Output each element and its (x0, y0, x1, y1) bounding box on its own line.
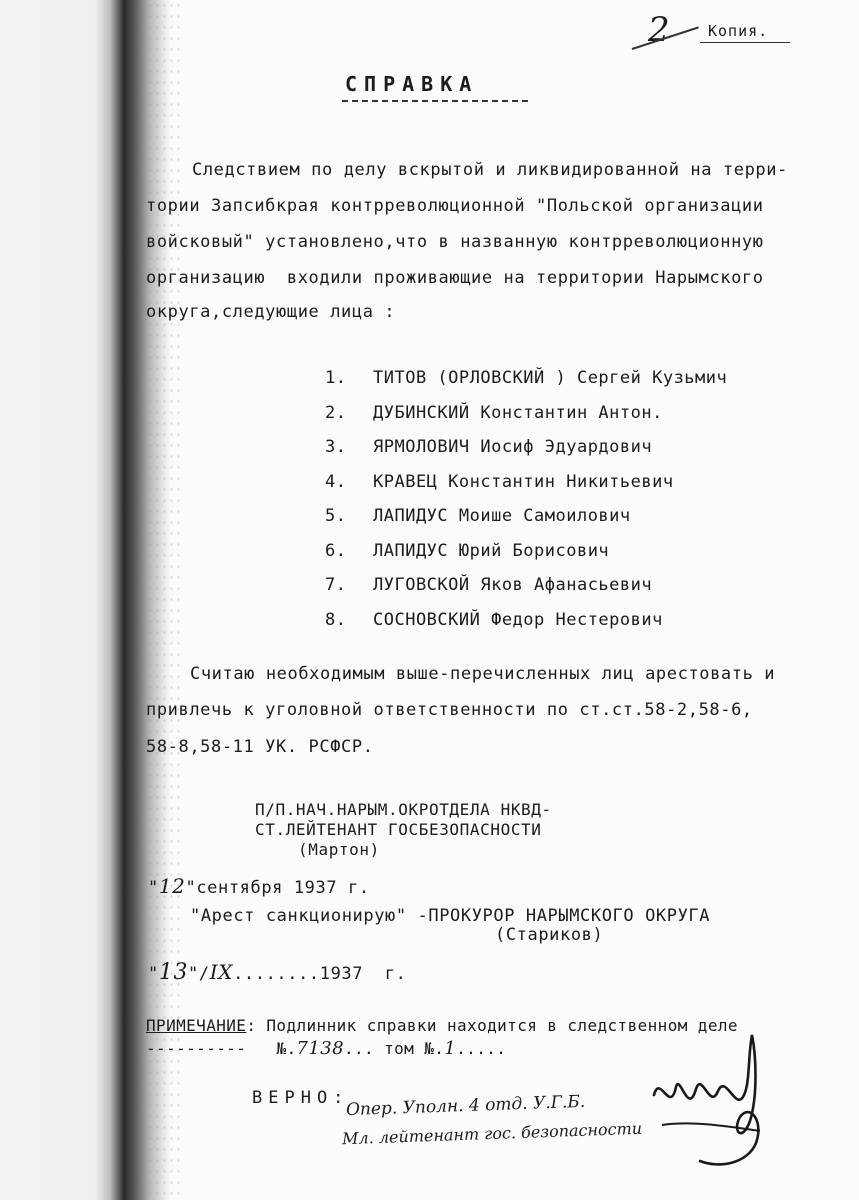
conclusion-line-1: Считаю необходимым выше-перечисленных лиц арестовать и (190, 664, 776, 684)
copy-mark: Копия. (708, 22, 769, 40)
date-2: "13"/IX........1937 г. (148, 960, 407, 985)
date-2-day-handwritten: 13 (158, 960, 189, 985)
note-label: ПРИМЕЧАНИЕ (146, 1016, 247, 1035)
verification-hand-line-2: Мл. лейтенант гос. безопасности (341, 1118, 643, 1149)
note-text: : Подлинник справки находится в следственном деле (246, 1016, 738, 1035)
person-name: КРАВЕЦ Константин Никитьевич (373, 471, 674, 492)
note-tail: ..... (456, 1039, 507, 1058)
list-item (325, 575, 727, 610)
note-dashes: ---------- (146, 1039, 247, 1058)
person-name: ЛАПИДУС Моише Самоилович (373, 506, 631, 526)
date-2-month-handwritten: IX (209, 960, 234, 984)
body-line-2: тории Запсибкрая контрреволюционной "Польской организации (146, 196, 764, 216)
list-item (325, 610, 727, 645)
person-number: 8. (325, 609, 347, 630)
copy-mark-underline (700, 42, 790, 43)
conclusion-line-2: привлечь к уголовной ответственности по ст.ст.58-2,58-6, (146, 700, 753, 720)
note-no-label: №. (276, 1039, 297, 1058)
note-tom-label: ... том №. (343, 1039, 445, 1058)
handwritten-signature (640, 1025, 780, 1175)
body-line-4: организацию входили проживающие на территории Нарымского (146, 268, 764, 288)
prosecutor-name: (Стариков) (495, 925, 604, 945)
persons-list (325, 368, 727, 644)
person-name: ЛУГОВСКОЙ Яков Афанасьевич (373, 575, 653, 595)
person-number: 6. (325, 540, 347, 561)
person-name: ДУБИНСКИЙ Константин Антон. (373, 402, 663, 423)
title-underline (342, 100, 528, 102)
document-title: СПРАВКА (345, 72, 479, 96)
signatory-position: П/П.НАЧ.НАРЫМ.ОКРОТДЕЛА НКВД- (255, 800, 552, 819)
body-line-1: Следствием по делу вскрытой и ликвидированной на терри- (192, 160, 788, 180)
case-number-handwritten: 7138 (296, 1038, 344, 1059)
sanction-text: "Арест санкционирую" -ПРОКУРОР НАРЫМСКОГО ОКРУГА (190, 906, 711, 926)
list-item (325, 368, 727, 403)
person-number: 3. (325, 437, 347, 457)
person-name: ЯРМОЛОВИЧ Иосиф Эдуардович (373, 437, 653, 457)
person-name: СОСНОВСКИЙ Федор Нестерович (373, 609, 663, 630)
tom-number-handwritten: 1 (444, 1038, 457, 1059)
date-1-printed: "сентября 1937 г. (185, 878, 370, 898)
verification-hand-line-1: Опер. Уполн. 4 отд. У.Г.Б. (345, 1091, 586, 1121)
date-1-day-handwritten: 12 (158, 874, 186, 898)
note-line-2 (146, 1038, 506, 1059)
person-number: 1. (325, 368, 347, 388)
signatory-name: (Мартон) (298, 840, 380, 859)
list-item (325, 403, 727, 438)
person-number: 7. (325, 575, 347, 595)
person-number: 4. (325, 471, 347, 492)
list-item (325, 472, 727, 507)
person-name: ЛАПИДУС Юрий Борисович (373, 540, 610, 561)
signatory-rank: СТ.ЛЕЙТЕНАНТ ГОСБЕЗОПАСНОСТИ (255, 820, 542, 839)
person-number: 5. (325, 506, 347, 526)
date-2-printed: ........1937 г. (233, 964, 407, 984)
list-item (325, 506, 727, 541)
body-line-5: округа,следующие лица : (146, 302, 396, 322)
conclusion-line-3: 58-8,58-11 УК. РСФСР. (146, 737, 374, 757)
date-1: "12"сентября 1937 г. (148, 874, 370, 898)
person-number: 2. (325, 402, 347, 423)
verification-label: ВЕРНО: (252, 1088, 350, 1108)
body-line-3: войсковый" установлено,что в названную контрреволюционную (146, 232, 764, 252)
page-number-handwritten: 2 (648, 10, 670, 50)
list-item (325, 437, 727, 472)
list-item (325, 541, 727, 576)
person-name: ТИТОВ (ОРЛОВСКИЙ ) Сергей Кузьмич (373, 368, 728, 388)
